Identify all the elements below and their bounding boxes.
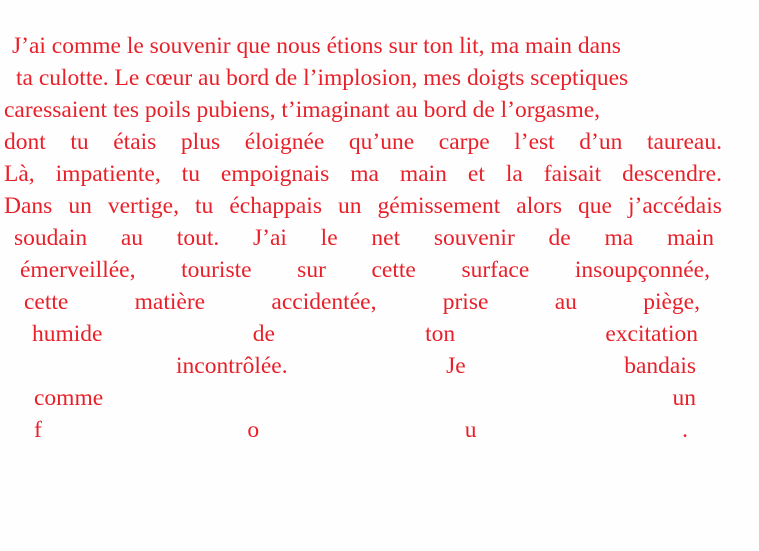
word: qu’une — [348, 129, 415, 155]
word: de — [252, 321, 275, 347]
text-line-7 — [14, 222, 714, 254]
word: cette — [371, 257, 416, 283]
word: incontrôlée. — [176, 353, 288, 379]
line-segment: caressaient tes poils pubiens, t’imaginant au bord de l’orgasme, — [4, 97, 601, 123]
word: insoupçonnée, — [574, 257, 710, 283]
word: et — [467, 161, 485, 187]
letter: o — [247, 417, 260, 443]
word: ton — [425, 321, 456, 347]
word: étais — [113, 129, 157, 155]
word: gémissement — [377, 193, 501, 219]
word: Là, — [4, 161, 35, 187]
word: que — [578, 193, 612, 219]
text-line-8 — [20, 254, 710, 286]
line-segment: J’ai comme le souvenir que nous étions sur ton lit, ma main dans — [12, 33, 621, 59]
word: main — [666, 225, 714, 251]
word: humide — [32, 321, 103, 347]
word: éloignée — [244, 129, 325, 155]
word: matière — [134, 289, 206, 315]
word: d’un — [579, 129, 623, 155]
word: tu — [181, 161, 200, 187]
word: descendre. — [622, 161, 722, 187]
letter: . — [682, 417, 688, 443]
word: impatiente, — [55, 161, 161, 187]
word: vertige, — [107, 193, 179, 219]
word: le — [320, 225, 338, 251]
word: au — [554, 289, 577, 315]
word: la — [505, 161, 523, 187]
word: émerveillée, — [20, 257, 136, 283]
word: excitation — [605, 321, 698, 347]
word: au — [120, 225, 144, 251]
word: surface — [461, 257, 530, 283]
word: tout. — [176, 225, 220, 251]
word: tu — [195, 193, 214, 219]
word: net — [371, 225, 401, 251]
letter: u — [464, 417, 477, 443]
word: alors — [516, 193, 562, 219]
word: accidentée, — [271, 289, 377, 315]
word: ma — [604, 225, 634, 251]
word: un — [338, 193, 362, 219]
word: dont — [4, 129, 46, 155]
word: taureau. — [646, 129, 722, 155]
word: un — [672, 385, 696, 411]
word: souvenir — [433, 225, 515, 251]
text-line-5 — [4, 158, 722, 190]
text-line-4 — [4, 126, 722, 158]
word: carpe — [438, 129, 490, 155]
word: comme — [34, 385, 104, 411]
text-line-2 — [16, 62, 722, 94]
word: main — [399, 161, 447, 187]
text-line-11 — [176, 350, 696, 382]
word: cette — [24, 289, 69, 315]
word: faisait — [543, 161, 602, 187]
letter: f — [34, 417, 42, 443]
word: l’est — [514, 129, 555, 155]
text-line-9 — [24, 286, 700, 318]
text-line-3 — [4, 94, 722, 126]
word: bandais — [624, 353, 696, 379]
word: soudain — [14, 225, 88, 251]
word: empoignais — [220, 161, 330, 187]
word: un — [68, 193, 92, 219]
word: prise — [442, 289, 489, 315]
word: sur — [297, 257, 326, 283]
word: piège, — [643, 289, 700, 315]
word: Dans — [4, 193, 53, 219]
text-line-12 — [34, 382, 696, 414]
text-line-13 — [34, 414, 688, 446]
word: J’ai — [252, 225, 287, 251]
word: plus — [180, 129, 221, 155]
word: de — [548, 225, 571, 251]
word: tu — [70, 129, 89, 155]
word: Je — [446, 353, 466, 379]
line-segment: ta culotte. Le cœur au bord de l’implosion, mes doigts sceptiques — [16, 65, 629, 91]
word: ma — [350, 161, 379, 187]
word: j’accédais — [627, 193, 722, 219]
text-line-6 — [4, 190, 722, 222]
word: échappais — [229, 193, 322, 219]
text-line-1 — [12, 30, 724, 62]
text-line-10 — [32, 318, 698, 350]
word: touriste — [181, 257, 252, 283]
